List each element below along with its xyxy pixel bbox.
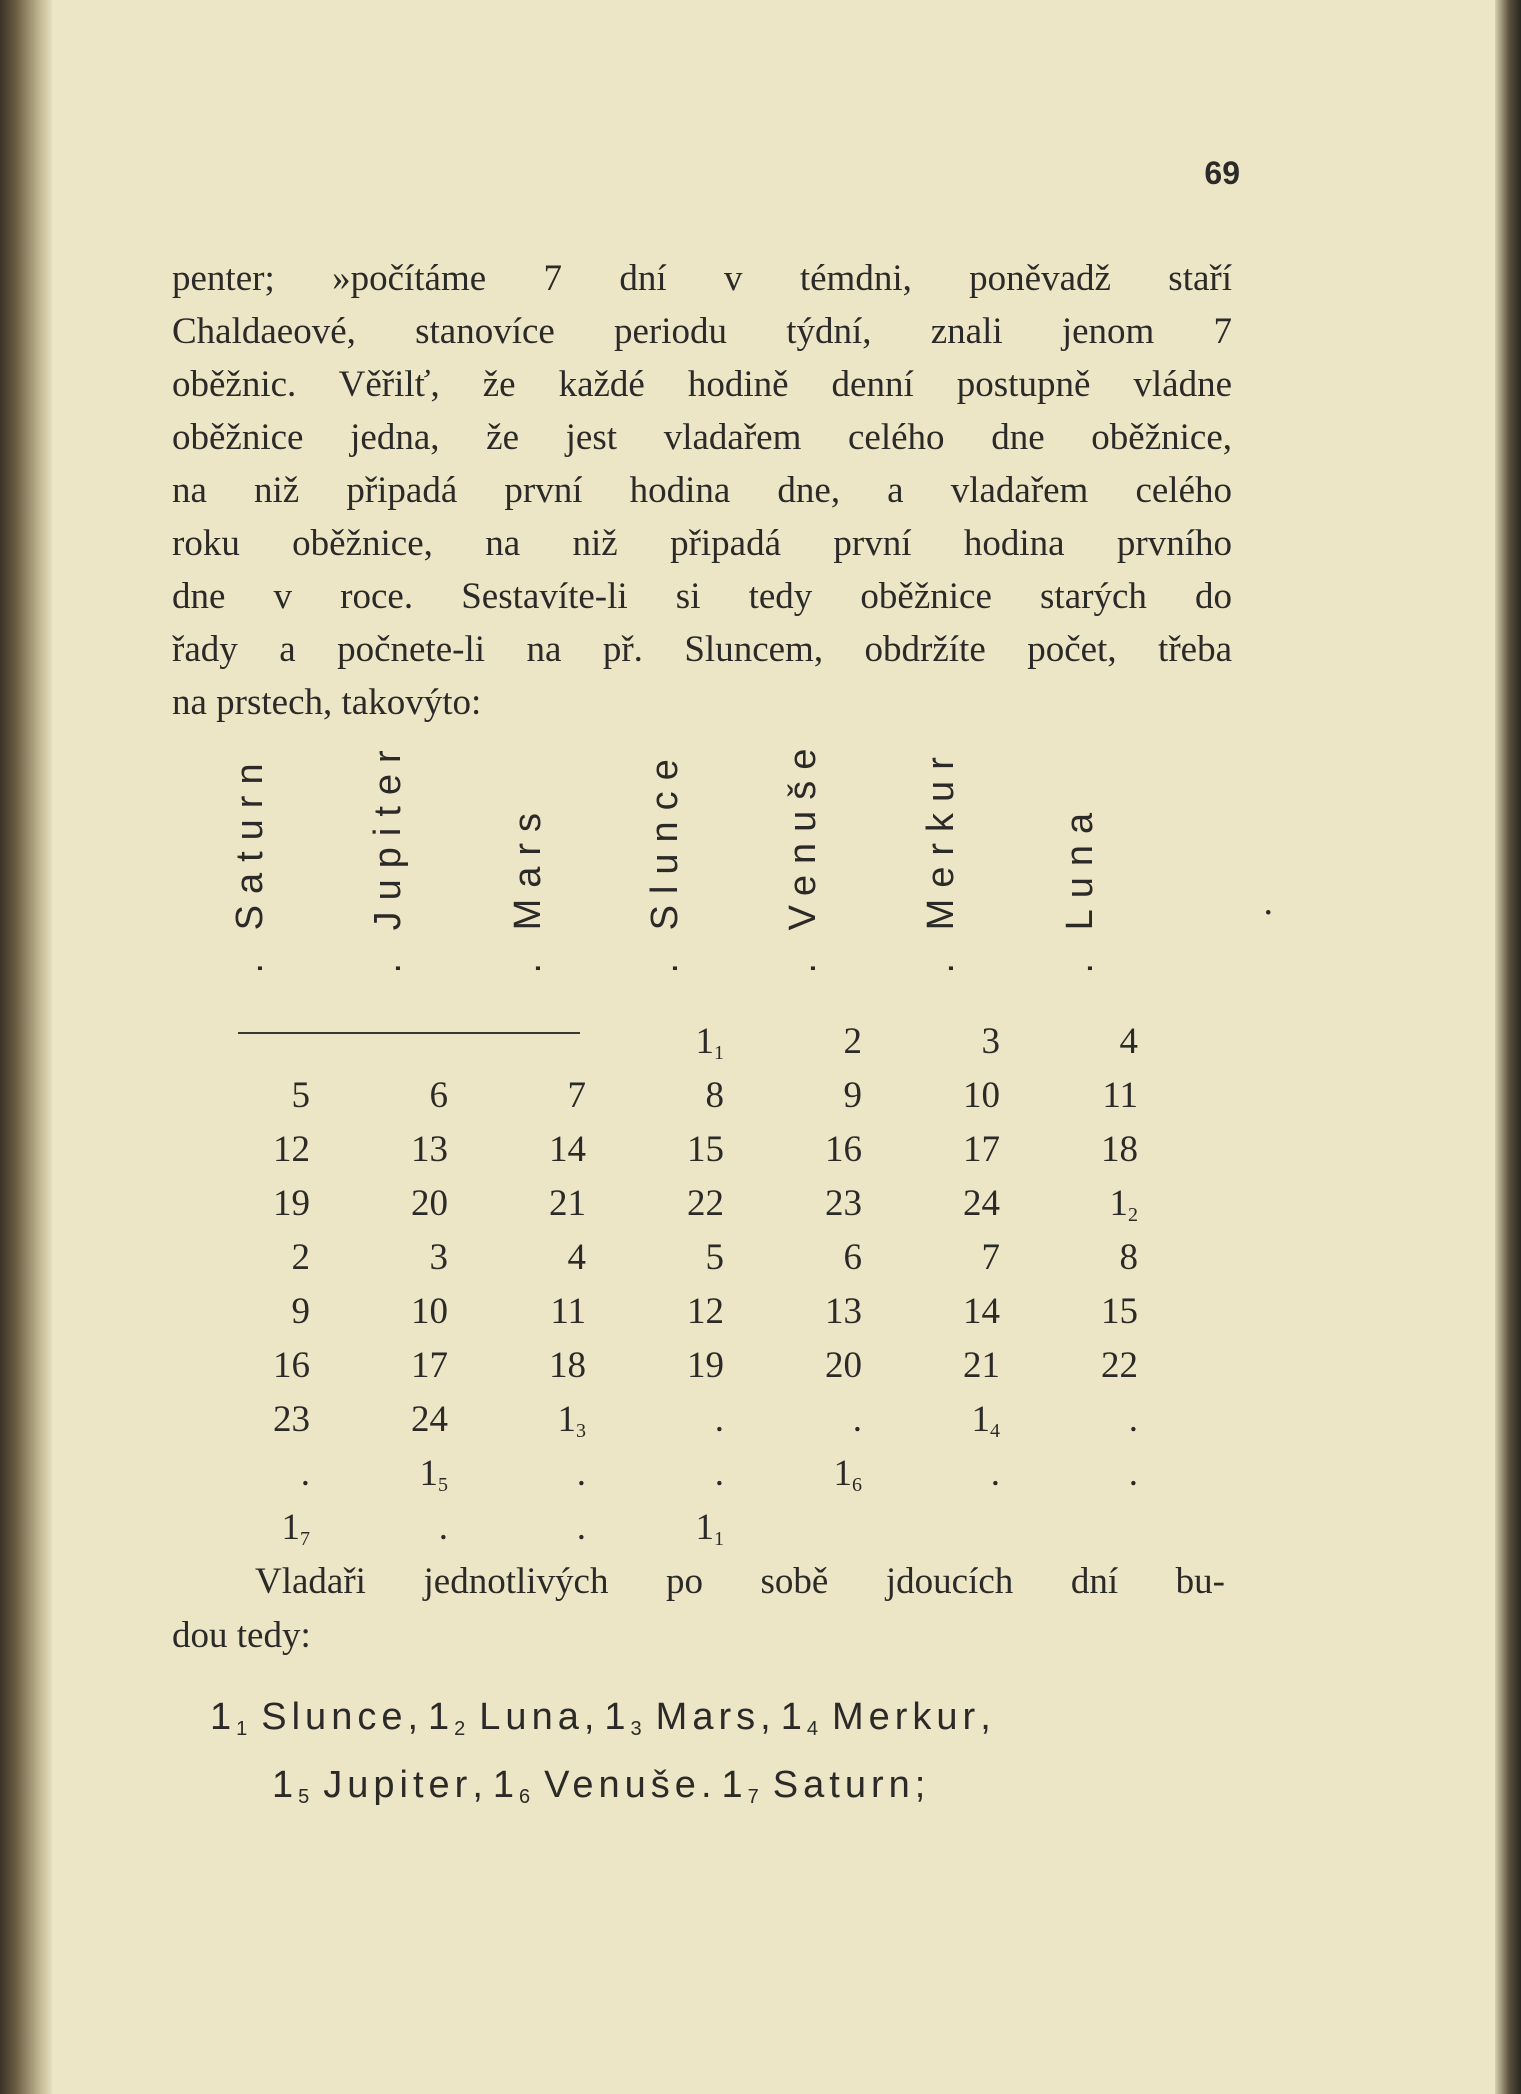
table-cell: 13 xyxy=(825,1291,862,1332)
table-cell: 12 xyxy=(687,1291,724,1332)
ruler-entry: $1_4$ Merkur, xyxy=(780,1696,991,1740)
ruler-entry: $1_5$ Jupiter, xyxy=(272,1764,483,1808)
table-cell: 21 xyxy=(963,1345,1000,1386)
table-cell: . xyxy=(1128,1453,1138,1494)
table-cell: 20 xyxy=(825,1345,862,1386)
ruler-entry: $1_6$ Venuše. xyxy=(492,1764,712,1808)
table-cell: 18 xyxy=(1101,1129,1138,1170)
table-cell: . xyxy=(438,1507,448,1548)
table-cell: . xyxy=(300,1453,310,1494)
text-line: penter; »počítáme 7 dní v témdni, poněvadž staří xyxy=(172,258,1232,299)
table-cell: 15 xyxy=(687,1129,724,1170)
ruler-entry: $1_2$ Luna, xyxy=(428,1696,595,1740)
table-cell: $1_2$ xyxy=(1109,1183,1138,1226)
table-cell: 18 xyxy=(549,1345,586,1386)
table-cell: . xyxy=(714,1399,724,1440)
table-cell: . xyxy=(1128,1399,1138,1440)
table-row xyxy=(250,1177,1170,1231)
table-cell: 21 xyxy=(549,1183,586,1224)
table-row xyxy=(250,1393,1170,1447)
text-line: dne v roce. Sestavíte-li si tedy oběžnice starých do xyxy=(172,576,1232,617)
text-line: na prstech, takovýto: xyxy=(172,682,482,723)
table-cell: 10 xyxy=(411,1291,448,1332)
table-column-headers xyxy=(229,737,1190,995)
table-cell: 11 xyxy=(1102,1075,1138,1116)
table-cell: 8 xyxy=(705,1075,724,1116)
table-row xyxy=(250,1123,1170,1177)
table-cell: 10 xyxy=(963,1075,1000,1116)
text-line: roku oběžnice, na niž připadá první hodina prvního xyxy=(172,523,1232,564)
table-cell: 14 xyxy=(963,1291,1000,1332)
table-cell: $1_6$ xyxy=(833,1453,862,1496)
table-cell: . xyxy=(576,1453,586,1494)
column-header-saturn: . Saturn xyxy=(229,752,271,974)
table-cell: 24 xyxy=(411,1399,448,1440)
header-trailing-dot: . xyxy=(1263,881,1273,923)
table-cell: 16 xyxy=(825,1129,862,1170)
table-cell: 17 xyxy=(963,1129,1000,1170)
table-cell: 14 xyxy=(549,1129,586,1170)
table-cell: 8 xyxy=(1119,1237,1138,1278)
table-cell: . xyxy=(852,1399,862,1440)
paragraph-1 xyxy=(172,252,1232,729)
table-cell: 4 xyxy=(567,1237,586,1278)
text-line: oběžnic. Věřilť, že každé hodině denní postupně vládne xyxy=(172,364,1232,405)
table-cell: 4 xyxy=(1119,1021,1138,1062)
ruler-entry: $1_3$ Mars, xyxy=(604,1696,771,1740)
rulers-list-line xyxy=(210,1751,1230,1819)
table-cell: . xyxy=(714,1453,724,1494)
table-cell: 5 xyxy=(705,1237,724,1278)
column-header-venuse: . Venuše xyxy=(782,737,824,974)
table-cell: 22 xyxy=(687,1183,724,1224)
column-header-mars: . Mars xyxy=(507,801,549,974)
column-header-slunce: . Slunce xyxy=(644,748,686,974)
table-cell: $1_7$ xyxy=(281,1507,310,1550)
column-header-luna: . Luna xyxy=(1059,801,1101,974)
text-line: Chaldaeové, stanovíce periodu týdní, znali jenom 7 xyxy=(172,311,1232,352)
table-cell: 6 xyxy=(429,1075,448,1116)
table-cell: 2 xyxy=(291,1237,310,1278)
column-header-merkur: . Merkur xyxy=(920,746,962,974)
table-cell: 7 xyxy=(567,1075,586,1116)
table-row xyxy=(250,1069,1170,1123)
table-cell: 23 xyxy=(273,1399,310,1440)
table-cell: 19 xyxy=(687,1345,724,1386)
ruler-entry: $1_1$ Slunce, xyxy=(210,1696,419,1740)
table-cell: 23 xyxy=(825,1183,862,1224)
table-cell: 11 xyxy=(550,1291,586,1332)
table-cell: . xyxy=(576,1507,586,1548)
table-row xyxy=(250,1015,1170,1069)
rulers-list-line xyxy=(210,1683,1230,1751)
table-cell: 9 xyxy=(843,1075,862,1116)
rulers-list xyxy=(210,1683,1230,1819)
table-cell: 2 xyxy=(843,1021,862,1062)
book-spine-shadow xyxy=(0,0,52,2094)
table-row xyxy=(250,1231,1170,1285)
table-cell: $1_1$ xyxy=(695,1021,724,1064)
text-line: Vladaři jednotlivých po sobě jdoucích dní bu- xyxy=(255,1561,1225,1602)
table-cell: 20 xyxy=(411,1183,448,1224)
table-cell: 15 xyxy=(1101,1291,1138,1332)
table-cell: 19 xyxy=(273,1183,310,1224)
table-cell: 24 xyxy=(963,1183,1000,1224)
table-row xyxy=(250,1501,1170,1555)
table-row xyxy=(250,1285,1170,1339)
column-header-jupiter: . Jupiter xyxy=(367,739,409,974)
table-row xyxy=(250,1339,1170,1393)
table-cell: 3 xyxy=(429,1237,448,1278)
text-line: řady a počnete-li na př. Sluncem, obdržíte počet, třeba xyxy=(172,629,1232,670)
table-cell: . xyxy=(990,1453,1000,1494)
table-cell: 17 xyxy=(411,1345,448,1386)
table-cell: 5 xyxy=(291,1075,310,1116)
paragraph-2 xyxy=(172,1555,1225,1663)
table-cell: 22 xyxy=(1101,1345,1138,1386)
text-line: na niž připadá první hodina dne, a vladařem celého xyxy=(172,470,1232,511)
text-line: oběžnice jedna, že jest vladařem celého dne oběžnice, xyxy=(172,417,1232,458)
table-cell: 6 xyxy=(843,1237,862,1278)
planet-hour-table xyxy=(250,1015,1170,1555)
table-cell: 12 xyxy=(273,1129,310,1170)
table-cell: $1_5$ xyxy=(419,1453,448,1496)
table-cell: 13 xyxy=(411,1129,448,1170)
table-cell: 7 xyxy=(981,1237,1000,1278)
table-cell: $1_3$ xyxy=(557,1399,586,1442)
table-cell: 3 xyxy=(981,1021,1000,1062)
ruler-entry: $1_7$ Saturn; xyxy=(721,1764,926,1808)
table-row xyxy=(250,1447,1170,1501)
table-cell: $1_1$ xyxy=(695,1507,724,1550)
text-line: dou tedy: xyxy=(172,1615,311,1656)
page-number: 69 xyxy=(1204,155,1240,191)
table-cell: $1_4$ xyxy=(971,1399,1000,1442)
table-cell: 9 xyxy=(291,1291,310,1332)
table-cell: 16 xyxy=(273,1345,310,1386)
page-edge-shadow xyxy=(1495,0,1521,2094)
